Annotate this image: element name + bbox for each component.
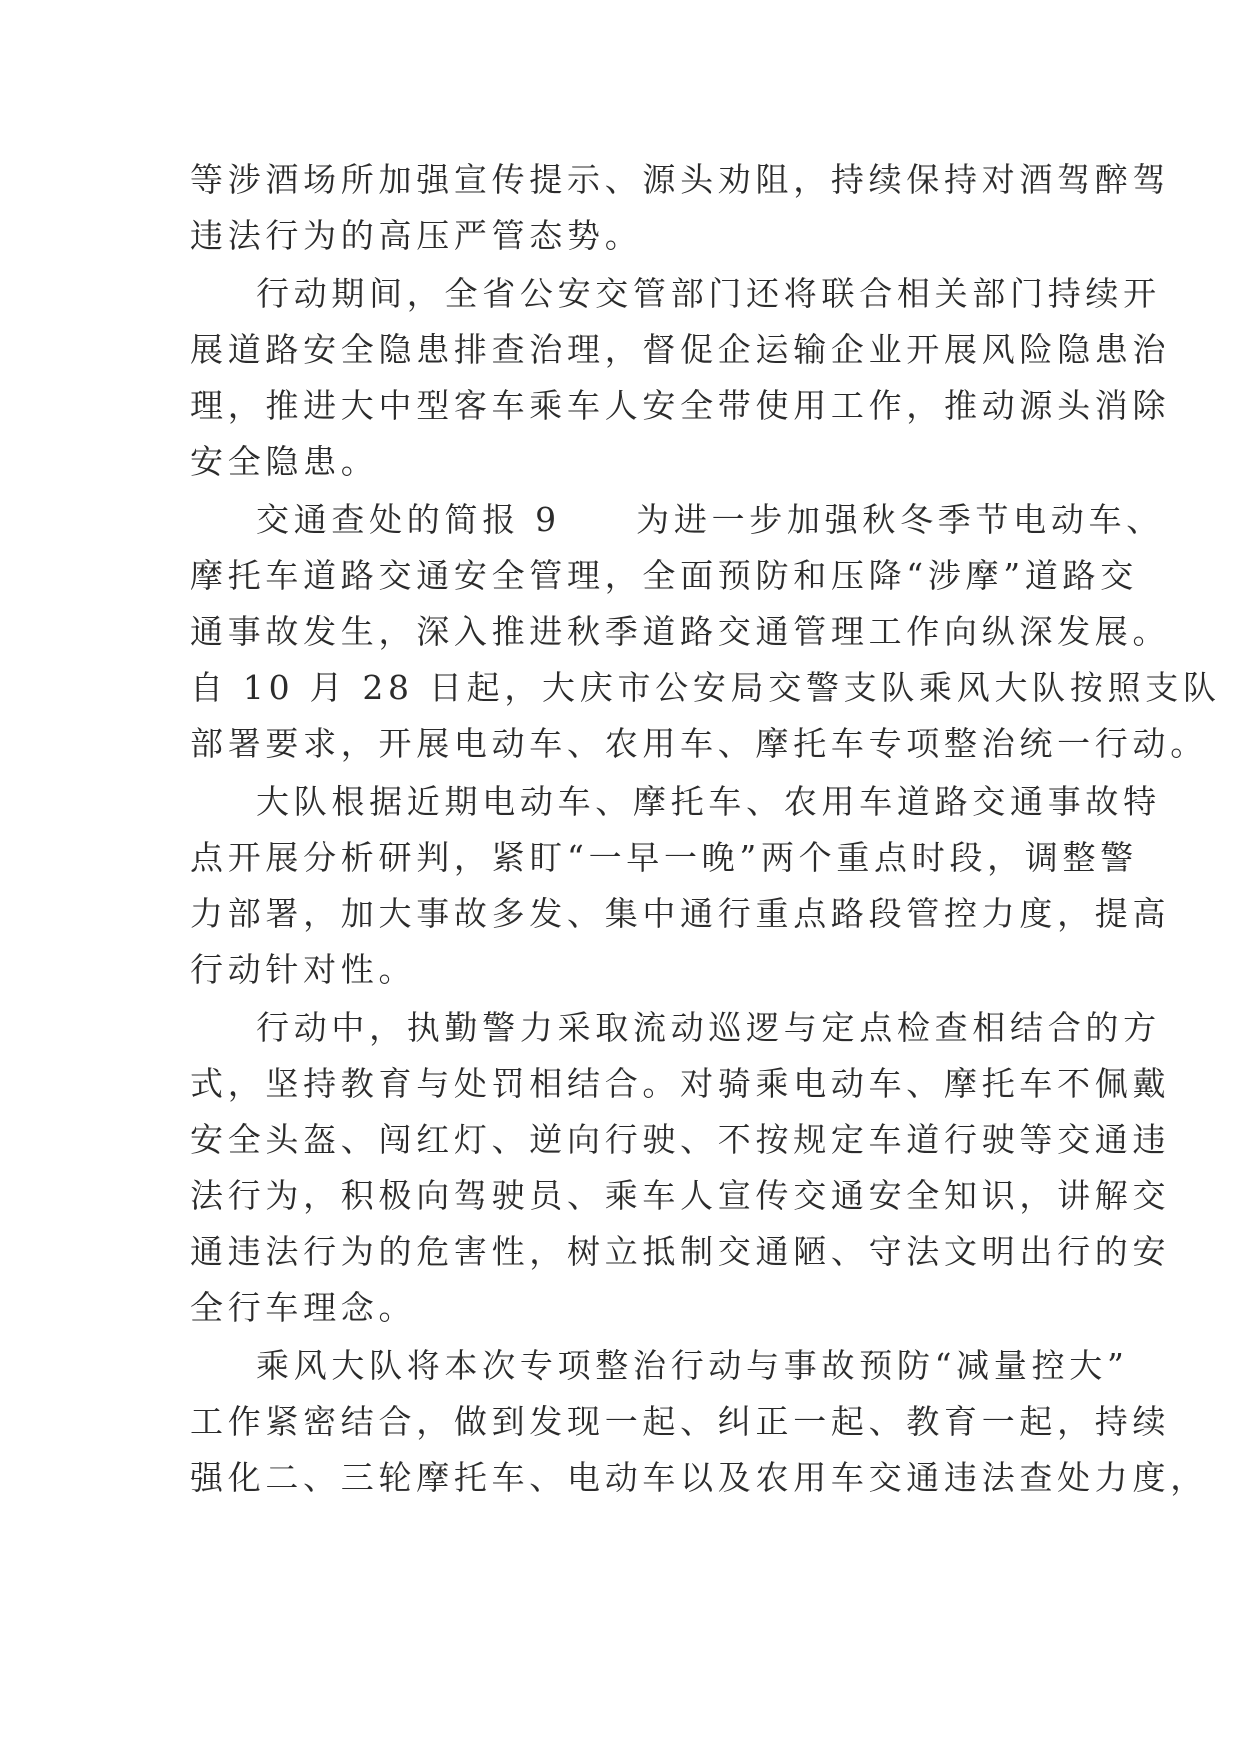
text-line: 乘风大队将本次专项整治行动与事故预防“减量控大” (256, 1346, 1129, 1385)
text-line: 通违法行为的危害性，树立抵制交通陋、守法文明出行的安 (190, 1232, 1171, 1271)
text-line: 安全头盔、闯红灯、逆向行驶、不按规定车道行驶等交通违 (190, 1120, 1171, 1159)
text-line: 强化二、三轮摩托车、电动车以及农用车交通违法查处力度， (190, 1458, 1208, 1497)
text-line: 力部署，加大事故多发、集中通行重点路段管控力度，提高 (190, 894, 1171, 933)
text-line: 违法行为的高压严管态势。 (190, 216, 643, 255)
text-line: 展道路安全隐患排查治理，督促企运输企业开展风险隐患治 (190, 330, 1171, 369)
text-line: 工作紧密结合，做到发现一起、纠正一起、教育一起，持续 (190, 1402, 1171, 1441)
text-line: 点开展分析研判，紧盯“一早一晚”两个重点时段，调整警 (190, 838, 1138, 877)
text-line: 行动中，执勤警力采取流动巡逻与定点检查相结合的方 (256, 1008, 1161, 1047)
text-line: 交通查处的简报 9 为进一步加强秋冬季节电动车、 (256, 500, 1164, 539)
text-line: 全行车理念。 (190, 1288, 417, 1327)
text-line: 行动期间，全省公安交管部门还将联合相关部门持续开 (256, 274, 1161, 313)
text-line: 通事故发生，深入推进秋季道路交通管理工作向纵深发展。 (190, 612, 1171, 651)
text-line: 行动针对性。 (190, 950, 417, 989)
text-line: 理，推进大中型客车乘车人安全带使用工作，推动源头消除 (190, 386, 1171, 425)
text-line: 部署要求，开展电动车、农用车、摩托车专项整治统一行动。 (190, 724, 1208, 763)
text-line: 大队根据近期电动车、摩托车、农用车道路交通事故特 (256, 782, 1161, 821)
text-line: 式，坚持教育与处罚相结合。对骑乘电动车、摩托车不佩戴 (190, 1064, 1171, 1103)
text-line: 安全隐患。 (190, 442, 379, 481)
text-line: 等涉酒场所加强宣传提示、源头劝阻，持续保持对酒驾醉驾 (190, 160, 1171, 199)
text-line: 法行为，积极向驾驶员、乘车人宣传交通安全知识，讲解交 (190, 1176, 1171, 1215)
text-line: 摩托车道路交通安全管理，全面预防和压降“涉摩”道路交 (190, 556, 1138, 595)
text-line: 自 10 月 28 日起，大庆市公安局交警支队乘风大队按照支队 (190, 668, 1221, 707)
